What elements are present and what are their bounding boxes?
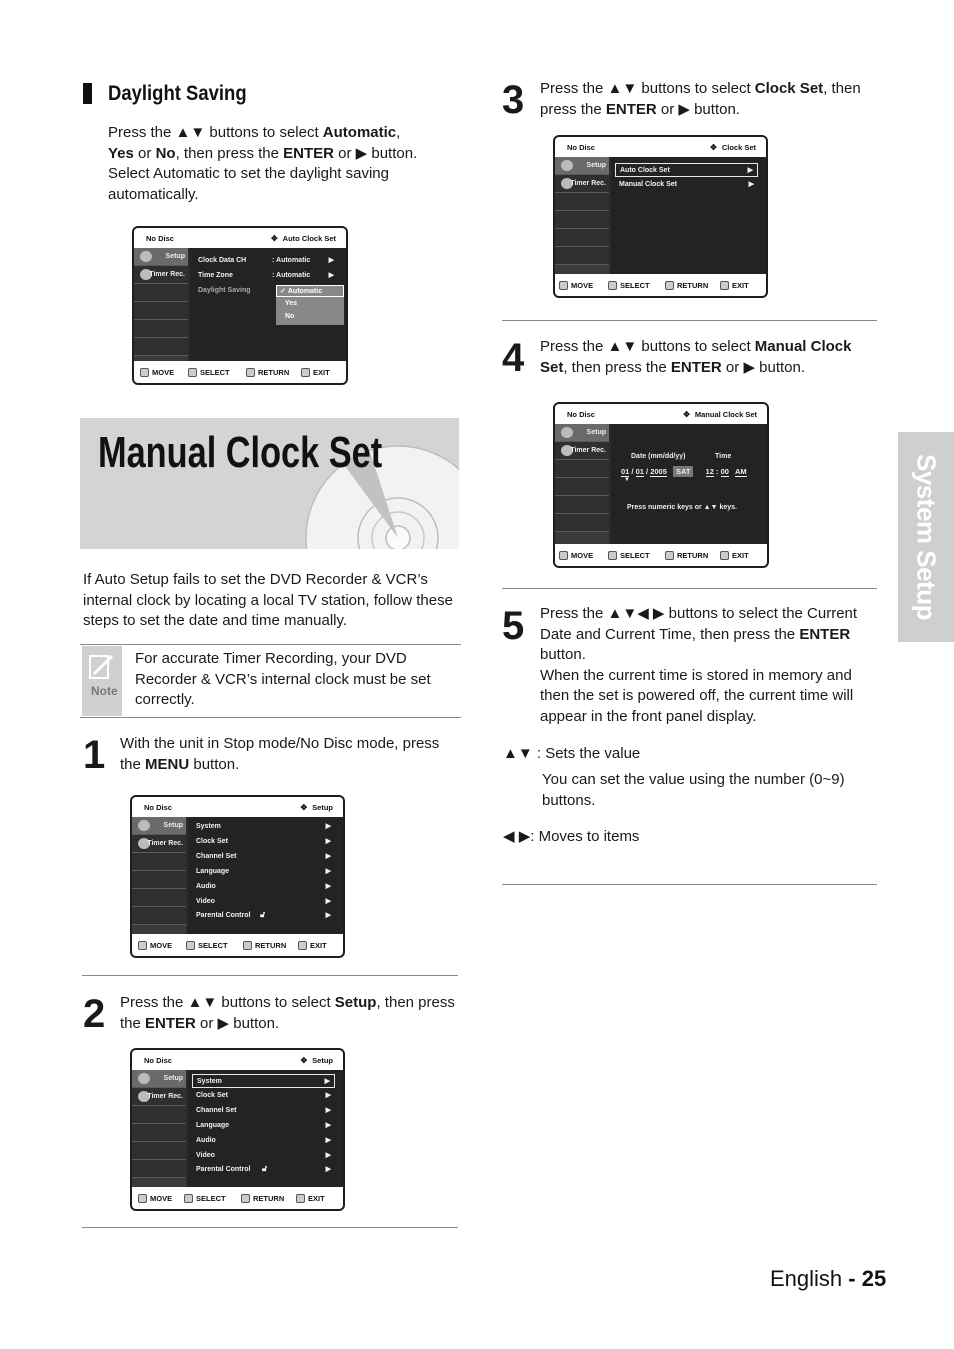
osd-disc-status: No Disc [146,234,174,243]
step-1-text: With the unit in Stop mode/No Disc mode, press the MENU button. [120,735,440,773]
step-2-rule [82,1227,458,1228]
pencil-note-icon [82,648,122,688]
title-banner [80,418,459,549]
osd-sidebar [134,248,188,361]
step-4-number: 4 [502,336,523,380]
osd-clock-set: No Disc ✥ Clock Set Setup Timer Rec. Auto Clock Set ▶ Manual Clock Set ▶ MOVE SELECT RETURN EXIT [553,135,768,298]
setup-icon [561,160,573,171]
osd-main: Clock Data CH : Automatic ▶ Time Zone : Automatic ▶ Daylight Saving ✓ Automatic Yes No [190,248,346,361]
setup-gear-icon: ✥ [710,143,717,152]
step-3-text: Press the ▲▼ buttons to select Clock Set, then press the ENTER or ▶ button. [540,80,861,118]
osd-bottombar: MOVE SELECT RETURN EXIT [134,361,346,383]
section-side-tab [898,432,954,642]
page-number: 25 [861,1266,887,1291]
footer-separator: - [842,1266,862,1291]
note-text: For accurate Timer Recording, your DVD Recorder & VCR’s internal clock must be set correctly. [135,650,431,708]
setup-icon [138,1073,150,1084]
setup-gear-icon: ✥ [270,234,278,243]
step-4-text: Press the ▲▼ buttons to select Manual Clock Set, then press the ENTER or ▶ button. [540,338,852,376]
footer-language: English [770,1266,843,1291]
step-1-number: 1 [83,733,104,777]
setup-gear-icon: ✥ [683,410,690,419]
intro-paragraph: If Auto Setup fails to set the DVD Recorder & VCR’s internal clock by locating a local TV station, follow these steps to set the date and time manually. [83,571,453,629]
note-top-rule [80,644,461,645]
osd-dropdown: ✓ Automatic Yes No [276,285,344,325]
date-fields: 01 / 01 / 2005 SAT 12 : 00 AM [621,467,747,476]
page-title: Manual Clock Set [98,428,383,477]
hint-text: Press numeric keys or ▲▼ keys. [627,504,737,511]
daylight-heading: Daylight Saving [108,82,247,105]
step-5-number: 5 [502,604,523,648]
lock-icon: 🔓︎ [260,910,266,919]
step-3-number: 3 [502,78,523,122]
step-5-rule [502,884,877,885]
step-4-rule [502,588,877,589]
step-3-rule [502,320,877,321]
lock-icon: 🔓︎ [262,1164,268,1173]
setup-gear-icon: ✥ [300,1056,308,1065]
note-bottom-rule [80,717,461,718]
date-label: Date (mm/dd/yy) [631,453,686,460]
side-tab-label: System Setup [911,454,942,620]
setup-icon [140,251,152,262]
page-footer [770,1266,886,1292]
section-marker [83,83,92,104]
note-label: Note [91,684,118,698]
step-1-rule [82,975,458,976]
key-leftright: ◀ ▶: Moves to items [503,828,640,845]
osd-side-setup: Setup [134,248,188,266]
osd-setup-menu-2: No Disc ✥ Setup Setup Timer Rec. System ▶ Clock Set ▶ Channel Set ▶ Language ▶ Audio ▶ Video ▶ Parental Control 🔓︎ ▶ MOVE SELECT RETURN EXIT [130,1048,345,1211]
osd-topbar [134,228,346,248]
key-updown: ▲▼ : Sets the value [503,745,641,762]
osd-title: Auto Clock Set [282,234,336,243]
osd-side-timer: Timer Rec. [134,266,188,284]
down-arrow-icon: ▼ [624,477,630,483]
step-5-text: Press the ▲▼◀ ▶ buttons to select the Current Date and Current Time, then press the ENTER button. When the current time is stored in memory and then the set is powered off, the current time will appear in the front panel display. [540,605,858,725]
step-2-text: Press the ▲▼ buttons to select Setup, then press the ENTER or ▶ button. [120,994,455,1032]
note-icon-box [82,646,122,716]
setup-gear-icon: ✥ [300,803,308,812]
osd-daylight-screen [132,226,348,385]
osd-manual-clock-set: No Disc ✥ Manual Clock Set Setup Timer Rec. Date (mm/dd/yy) Time 01 / 01 / 2005 SAT 12 : 00 AM ▼ Press numeric keys or ▲▼ keys. MOVE SELECT RETURN EXIT [553,402,769,568]
step-2-number: 2 [83,992,104,1036]
daylight-paragraph: Press the ▲▼ buttons to select Automatic, Yes or No, then press the ENTER or ▶ button. Select Automatic to set the daylight saving automatically. [108,124,418,203]
setup-icon [138,820,150,831]
key-updown-desc: You can set the value using the number (0~9) buttons. [542,771,845,809]
time-label: Time [715,453,732,460]
osd-setup-menu-1: No Disc ✥ Setup Setup Timer Rec. System ▶ Clock Set ▶ Channel Set ▶ Language ▶ Audio ▶ Video ▶ Parental Control 🔓︎ ▶ MOVE SELECT RETURN EXIT [130,795,345,958]
setup-icon [561,427,573,438]
